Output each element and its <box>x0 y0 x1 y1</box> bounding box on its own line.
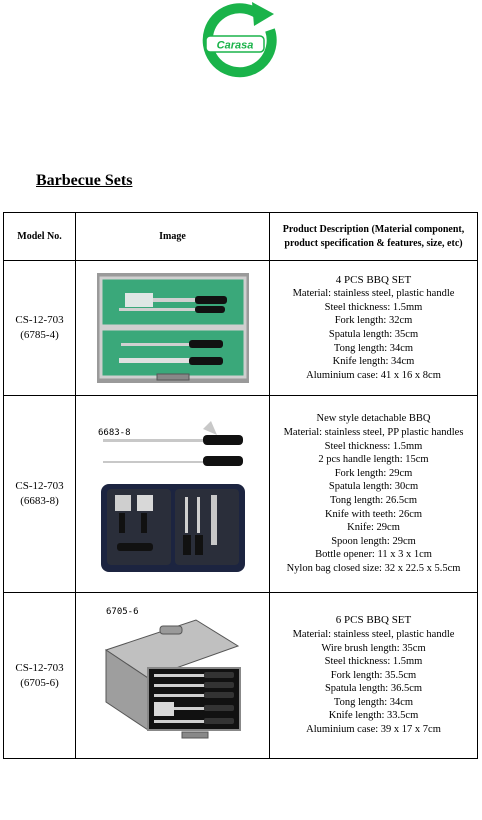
description-line: Spoon length: 29cm <box>331 535 416 547</box>
description-line: Steel thickness: 1.5mm <box>324 301 423 313</box>
brand-logo <box>202 2 284 84</box>
model-cell <box>4 261 76 396</box>
description-cell <box>270 261 478 396</box>
description-line: Steel thickness: 1.5mm <box>324 440 423 452</box>
description-line: Tong length: 34cm <box>333 342 414 354</box>
description-line: New style detachable BBQ <box>316 413 431 425</box>
header-description-line2: product specification & features, size, etc) <box>284 237 463 249</box>
description-line: Nylon bag closed size: 32 x 22.5 x 5.5cm <box>286 562 461 574</box>
model-number: CS-12-703 <box>15 480 64 492</box>
description-line: Material: stainless steel, plastic handle <box>292 628 455 640</box>
description-line: Fork length: 35.5cm <box>330 669 417 681</box>
description-line: Material: stainless steel, PP plastic handles <box>283 427 464 439</box>
image-model-tag: 6683-8 <box>98 428 131 438</box>
description-line: Tong length: 34cm <box>333 696 414 708</box>
product-table <box>3 212 478 759</box>
section-title: Barbecue Sets <box>36 172 133 189</box>
model-cell <box>4 396 76 593</box>
image-model-tag: 6705-6 <box>106 607 139 617</box>
description-cell <box>270 396 478 593</box>
description-line: 2 pcs handle length: 15cm <box>318 454 429 466</box>
table-row <box>4 593 478 759</box>
description-line: Bottle opener: 11 x 3 x 1cm <box>315 549 432 561</box>
product-image-cell <box>76 396 270 593</box>
description-line: Knife: 29cm <box>347 522 400 534</box>
product-image-cell <box>76 261 270 396</box>
product-image-cell <box>76 593 270 759</box>
description-line: Spatula length: 30cm <box>328 481 419 493</box>
model-code: (6705-6) <box>20 676 59 689</box>
description-line: Knife length: 33.5cm <box>328 710 419 722</box>
model-code: (6683-8) <box>20 495 59 507</box>
description-line: Material: stainless steel, plastic handle <box>292 288 455 300</box>
description-line: 4 PCS BBQ SET <box>335 273 412 286</box>
description-line: Steel thickness: 1.5mm <box>324 656 423 668</box>
header-model: Model No. <box>4 213 76 261</box>
header-description <box>270 213 478 261</box>
model-number: CS-12-703 <box>15 314 64 326</box>
bbq-case-6pcs-image <box>98 606 248 746</box>
model-code: (6785-4) <box>20 329 59 341</box>
description-line: Fork length: 32cm <box>334 315 413 327</box>
description-line: Fork length: 29cm <box>334 467 413 479</box>
description-line: Aluminium case: 39 x 17 x 7cm <box>306 724 441 736</box>
table-header-row <box>4 213 478 261</box>
description-line: Wire brush length: 35cm <box>321 642 426 654</box>
model-number: CS-12-703 <box>15 661 64 674</box>
description-line: Spatula length: 36.5cm <box>324 683 423 695</box>
description-line: Aluminium case: 41 x 16 x 8cm <box>306 369 441 381</box>
description-cell <box>270 593 478 759</box>
description-line: Knife length: 34cm <box>332 356 415 368</box>
table-row <box>4 261 478 396</box>
logo-text: Carasa <box>216 39 254 52</box>
header-description-line1: Product Description (Material component, <box>282 223 465 235</box>
description-line: 6 PCS BBQ SET <box>335 614 412 627</box>
description-line: Spatula length: 35cm <box>328 329 419 340</box>
model-cell <box>4 593 76 759</box>
header-image: Image <box>76 213 270 261</box>
table-row <box>4 396 478 593</box>
bbq-case-4pcs-image <box>97 273 249 383</box>
description-line: Knife with teeth: 26cm <box>324 508 423 520</box>
description-line: Tong length: 26.5cm <box>329 495 418 506</box>
